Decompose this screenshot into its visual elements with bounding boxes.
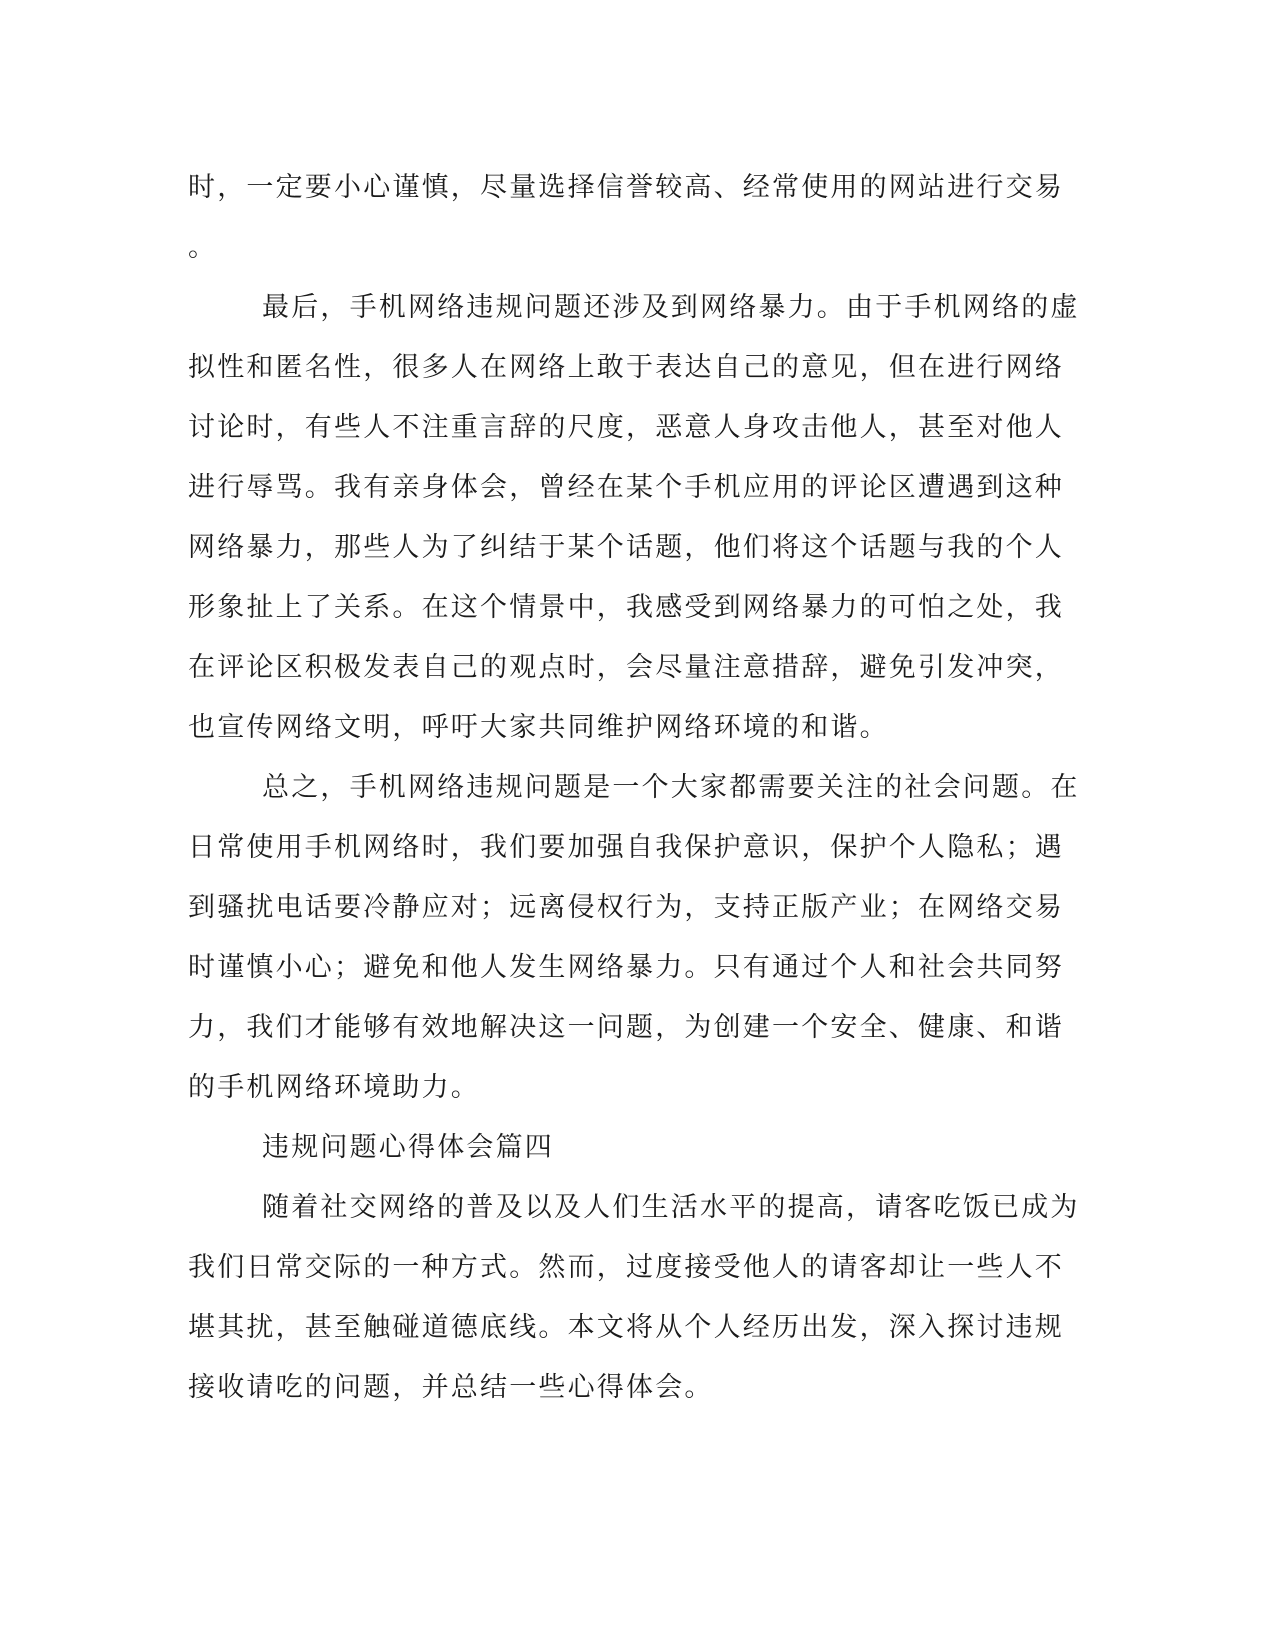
text-line: 到骚扰电话要冷静应对；远离侵权行为，支持正版产业；在网络交易: [188, 892, 1064, 923]
paragraph-first-line: 随着社交网络的普及以及人们生活水平的提高，请客吃饭已成为: [262, 1192, 1080, 1223]
section-heading: 违规问题心得体会篇四: [262, 1132, 554, 1163]
text-line: 接收请吃的问题，并总结一些心得体会。: [188, 1372, 714, 1403]
text-line: 进行辱骂。我有亲身体会，曾经在某个手机应用的评论区遭遇到这种: [188, 472, 1064, 503]
text-line: 堪其扰，甚至触碰道德底线。本文将从个人经历出发，深入探讨违规: [188, 1312, 1064, 1343]
text-line: 网络暴力，那些人为了纠结于某个话题，他们将这个话题与我的个人: [188, 532, 1064, 563]
text-line: 拟性和匿名性，很多人在网络上敢于表达自己的意见，但在进行网络: [188, 352, 1064, 383]
paragraph-first-line: 总之，手机网络违规问题是一个大家都需要关注的社会问题。在: [262, 772, 1080, 803]
paragraph-first-line: 最后，手机网络违规问题还涉及到网络暴力。由于手机网络的虚: [262, 292, 1080, 323]
text-line: 的手机网络环境助力。: [188, 1072, 480, 1103]
text-line: 时谨慎小心；避免和他人发生网络暴力。只有通过个人和社会共同努: [188, 952, 1064, 983]
text-line: 。: [188, 232, 218, 263]
text-line: 时，一定要小心谨慎，尽量选择信誉较高、经常使用的网站进行交易: [188, 172, 1064, 203]
text-line: 形象扯上了关系。在这个情景中，我感受到网络暴力的可怕之处，我: [188, 592, 1064, 623]
text-line: 我们日常交际的一种方式。然而，过度接受他人的请客却让一些人不: [188, 1252, 1064, 1283]
text-line: 讨论时，有些人不注重言辞的尺度，恶意人身攻击他人，甚至对他人: [188, 412, 1064, 443]
text-line: 力，我们才能够有效地解决这一问题，为创建一个安全、健康、和谐: [188, 1012, 1064, 1043]
text-line: 在评论区积极发表自己的观点时，会尽量注意措辞，避免引发冲突，: [188, 652, 1064, 683]
text-line: 日常使用手机网络时，我们要加强自我保护意识，保护个人隐私；遇: [188, 832, 1064, 863]
text-line: 也宣传网络文明，呼吁大家共同维护网络环境的和谐。: [188, 712, 889, 743]
